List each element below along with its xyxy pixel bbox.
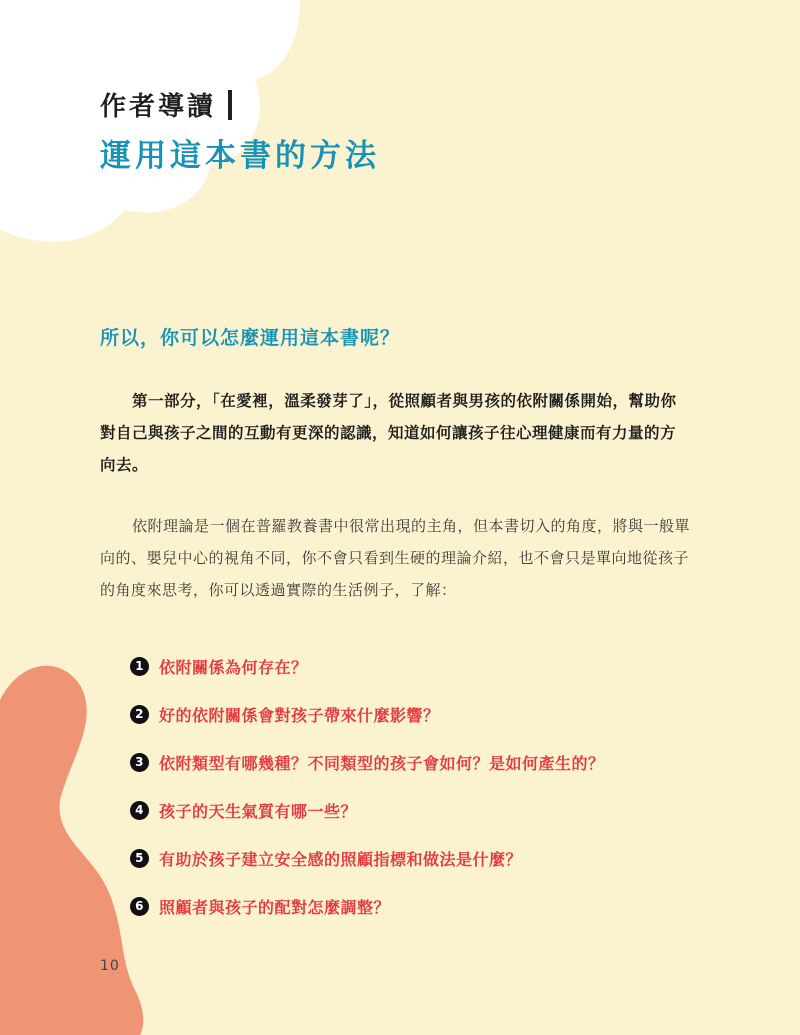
intro-paragraph (100, 385, 690, 481)
page-title: 運用這本書的方法 (100, 138, 380, 174)
question-text: 有助於孩子建立安全感的照顧指標和做法是什麼？ (159, 849, 523, 869)
number-badge: 5 (130, 849, 149, 868)
question-list (130, 642, 605, 930)
list-item (130, 738, 605, 786)
list-item (130, 690, 605, 738)
body-paragraph (100, 510, 690, 606)
page-number: 10 (100, 958, 120, 974)
question-text: 孩子的天生氣質有哪一些？ (159, 801, 358, 821)
list-item (130, 834, 605, 882)
question-text: 依附類型有哪幾種？不同類型的孩子會如何？是如何產生的？ (159, 753, 605, 773)
intro-text: 第一部分，「在愛裡，溫柔發芽了」，從照顧者與男孩的依附關係開始，幫助你對自己與孩子之間的互動有更深的認識，知道如何讓孩子往心理健康而有力量的方向去。 (100, 392, 677, 474)
question-text: 好的依附關係會對孩子帶來什麼影響？ (159, 705, 440, 725)
section-heading: 所以，你可以怎麼運用這本書呢？ (100, 327, 401, 349)
number-badge: 6 (130, 897, 149, 916)
chapter-kicker (100, 86, 232, 123)
question-text: 依附關係為何存在？ (159, 657, 308, 677)
list-item (130, 642, 605, 690)
kicker-text: 作者導讀 (100, 92, 217, 122)
list-item (130, 786, 605, 834)
number-badge: 3 (130, 753, 149, 772)
number-badge: 2 (130, 705, 149, 724)
question-text: 照顧者與孩子的配對怎麼調整？ (159, 897, 391, 917)
list-item (130, 882, 605, 930)
number-badge: 4 (130, 801, 149, 820)
kicker-bar (228, 90, 232, 120)
number-badge: 1 (130, 657, 149, 676)
body-text: 依附理論是一個在普羅教養書中很常出現的主角，但本書切入的角度，將與一般單向的、嬰兒中心的視角不同，你不會只看到生硬的理論介紹，也不會只是單向地從孩子的角度來思考，你可以透過實際的生活例子，了解： (100, 517, 691, 599)
